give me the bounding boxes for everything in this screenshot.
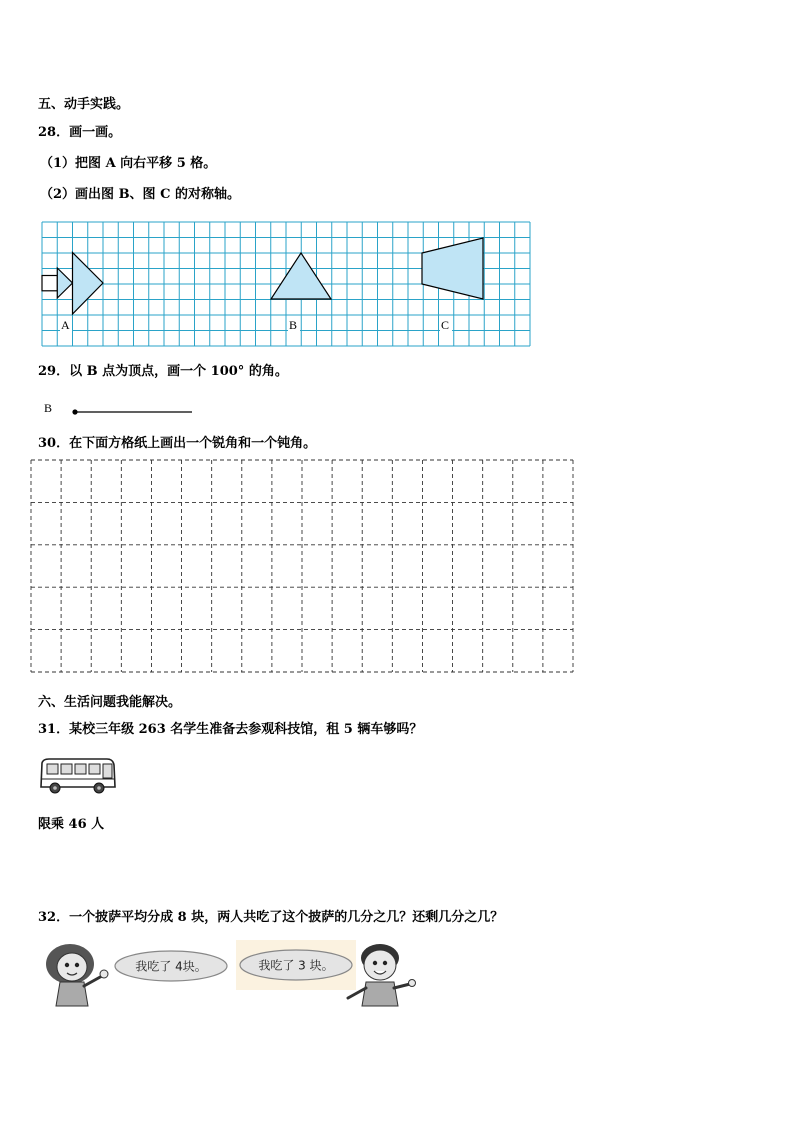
boy-illustration bbox=[342, 938, 418, 1010]
point-b-label: B bbox=[44, 401, 53, 415]
figure-c-label: C bbox=[441, 318, 450, 332]
question-28-title: 28．画一画。 bbox=[38, 125, 122, 140]
dashed-grid-lines bbox=[31, 460, 573, 672]
girl-illustration bbox=[40, 940, 112, 1010]
figure-b-label: B bbox=[289, 318, 298, 332]
dashed-drawing-grid bbox=[31, 460, 573, 672]
question-32-title: 32．一个披萨平均分成 8 块，两人共吃了这个披萨的几分之几？还剩几分之几？ bbox=[38, 910, 504, 925]
section-5-heading: 五、动手实践。 bbox=[38, 97, 130, 112]
left-speech-bubble bbox=[112, 948, 230, 984]
angle-baseline bbox=[44, 400, 204, 420]
section-6-heading: 六、生活问题我能解决。 bbox=[38, 695, 182, 710]
figure-c-trapezoid bbox=[422, 238, 483, 299]
figure-a-rectangle bbox=[42, 276, 57, 291]
right-speech-bubble bbox=[236, 940, 356, 990]
question-30-title: 30．在下面方格纸上画出一个锐角和一个钝角。 bbox=[38, 436, 317, 451]
question-29-title: 29．以 B 点为顶点，画一个 100° 的角。 bbox=[38, 364, 288, 379]
question-28-subtask-2: （2）画出图 B、图 C 的对称轴。 bbox=[40, 187, 240, 202]
left-bubble-text: 我吃了 4块。 bbox=[135, 959, 207, 974]
bus-capacity-caption: 限乘 46 人 bbox=[38, 817, 105, 832]
translation-symmetry-grid bbox=[42, 222, 530, 346]
figure-a-label: A bbox=[61, 318, 70, 332]
bus-illustration bbox=[37, 755, 117, 799]
question-28-subtask-1: （1）把图 A 向右平移 5 格。 bbox=[40, 156, 217, 171]
figure-b-triangle bbox=[271, 253, 331, 299]
right-bubble-text: 我吃了 3 块。 bbox=[258, 958, 334, 973]
figure-a-small-triangle bbox=[57, 268, 72, 298]
question-31-title: 31．某校三年级 263 名学生准备去参观科技馆，租 5 辆车够吗？ bbox=[38, 722, 423, 737]
